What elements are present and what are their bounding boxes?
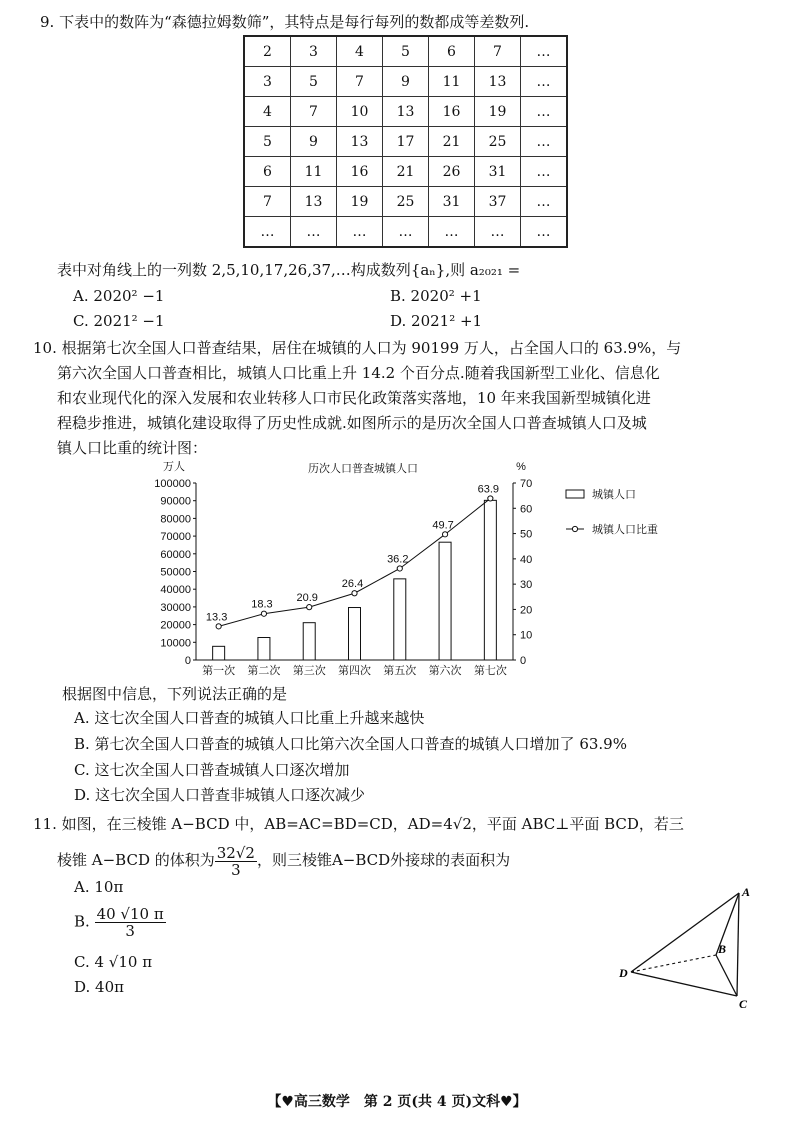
x-tick-label: 第四次 <box>338 665 371 677</box>
left-tick-label: 20000 <box>160 619 191 632</box>
vertex-label-b: B <box>718 942 727 956</box>
q9-stem: 9. 下表中的数阵为“森德拉姆数筛”，其特点是每行每列的数都成等差数列. <box>40 13 530 31</box>
x-tick-label: 第五次 <box>383 665 417 677</box>
table-cell: 9 <box>383 67 429 97</box>
right-axis-title: % <box>516 461 526 473</box>
table-cell: … <box>521 157 568 187</box>
edge-bc <box>716 955 737 996</box>
vertex-label-d: D <box>619 966 628 980</box>
table-cell: 4 <box>337 36 383 67</box>
urban-population-chart <box>148 458 708 680</box>
q11-line-2-post: ，则三棱锥A−BCD外接球的表面积为 <box>256 851 511 869</box>
table-row <box>244 97 567 127</box>
table-cell: … <box>244 217 291 248</box>
table-cell: 19 <box>337 187 383 217</box>
left-tick-label: 70000 <box>160 531 191 544</box>
right-tick-label: 10 <box>520 629 533 642</box>
bar <box>303 623 315 660</box>
q9-option-c: C. 2021² −1 <box>73 312 165 330</box>
table-cell: 31 <box>475 157 521 187</box>
q11-option-a: A. 10π <box>74 878 124 896</box>
table-cell: 6 <box>244 157 291 187</box>
ratio-point <box>442 532 447 537</box>
ratio-data-label: 18.3 <box>251 598 273 611</box>
q11-volume-denominator: 3 <box>231 860 241 879</box>
vertex-label-c: C <box>739 997 748 1011</box>
q11-line-2-pre: 棱锥 A−BCD 的体积为 <box>57 851 215 869</box>
q10-line-2: 第六次全国人口普查相比，城镇人口比重上升 14.2 个百分点.随着我国新型工业化、信息化 <box>57 364 660 382</box>
ratio-point <box>307 605 312 610</box>
sieve-table <box>243 35 568 248</box>
q9-after: 表中对角线上的一列数 2,5,10,17,26,37,…构成数列{aₙ},则 a₂₀₂₁ = <box>57 261 521 279</box>
left-axis-title: 万人 <box>163 461 185 473</box>
edge-db-hidden <box>631 955 716 972</box>
table-cell: 13 <box>291 187 337 217</box>
q10-line-3: 和农业现代化的深入发展和农业转移人口市民化政策落实落地，10 年来我国新型城镇化进 <box>57 389 651 407</box>
table-cell: 13 <box>337 127 383 157</box>
legend-bar-label: 城镇人口 <box>592 489 636 501</box>
q10-question: 根据图中信息，下列说法正确的是 <box>62 685 288 703</box>
q11-option-d: D. 40π <box>74 978 124 996</box>
left-tick-label: 0 <box>184 655 191 667</box>
legend-line-marker <box>572 526 577 531</box>
table-cell: 26 <box>429 157 475 187</box>
right-tick-label: 60 <box>520 503 533 516</box>
left-tick-label: 60000 <box>160 548 191 561</box>
ratio-point <box>397 566 402 571</box>
ratio-data-label: 26.4 <box>341 578 364 591</box>
left-tick-label: 90000 <box>160 495 191 508</box>
table-cell: 21 <box>383 157 429 187</box>
table-cell: 6 <box>429 36 475 67</box>
table-cell: 25 <box>383 187 429 217</box>
pyramid-figure <box>612 884 762 1014</box>
right-tick-label: 20 <box>520 604 533 617</box>
table-cell: … <box>521 187 568 217</box>
table-cell: 7 <box>337 67 383 97</box>
q10-option-b: B. 第七次全国人口普查的城镇人口比第六次全国人口普查的城镇人口增加了 63.9% <box>74 735 627 753</box>
q11-option-b-denominator: 3 <box>125 922 135 940</box>
table-row <box>244 127 567 157</box>
bar <box>213 646 225 660</box>
q11-option-c: C. 4 √10 π <box>74 953 153 971</box>
table-cell: 5 <box>244 127 291 157</box>
q11-line-2 <box>57 842 510 878</box>
edge-da <box>631 893 739 972</box>
ratio-data-label: 13.3 <box>205 611 228 624</box>
table-row <box>244 67 567 97</box>
bar <box>484 500 496 660</box>
table-cell: … <box>521 36 568 67</box>
table-cell: … <box>383 217 429 248</box>
legend-line-label: 城镇人口比重 <box>592 524 658 536</box>
table-cell: 16 <box>337 157 383 187</box>
left-tick-label: 10000 <box>160 637 191 650</box>
right-tick-label: 50 <box>520 528 533 541</box>
table-row <box>244 157 567 187</box>
q10-line-5: 镇人口比重的统计图： <box>57 439 208 457</box>
q9-option-a: A. 2020² −1 <box>73 287 165 305</box>
right-tick-label: 0 <box>520 655 527 667</box>
q10-option-d: D. 这七次全国人口普查非城镇人口逐次减少 <box>74 786 366 804</box>
x-tick-label: 第一次 <box>202 665 236 677</box>
right-tick-label: 30 <box>520 579 533 592</box>
table-cell: 5 <box>383 36 429 67</box>
bar <box>439 542 451 660</box>
table-cell: 31 <box>429 187 475 217</box>
page-footer: 【♥高三数学 第 2 页(共 4 页)文科♥】 <box>267 1094 527 1110</box>
q9-option-d: D. 2021² +1 <box>390 312 483 330</box>
edge-dc <box>631 972 737 996</box>
q11-volume-fraction <box>215 845 257 878</box>
ratio-point <box>352 591 357 596</box>
edge-ac <box>737 893 739 996</box>
table-cell: 7 <box>291 97 337 127</box>
table-cell: 2 <box>244 36 291 67</box>
table-cell: 10 <box>337 97 383 127</box>
table-row <box>244 187 567 217</box>
table-cell: 16 <box>429 97 475 127</box>
ratio-point <box>261 611 266 616</box>
table-cell: 21 <box>429 127 475 157</box>
table-cell: 5 <box>291 67 337 97</box>
q11-option-b-numerator: 40 √10 π <box>96 905 164 923</box>
q11-option-b-label: B. <box>74 912 90 931</box>
table-cell: 4 <box>244 97 291 127</box>
legend-bar-swatch <box>566 490 584 498</box>
ratio-point <box>216 624 221 629</box>
ratio-data-label: 20.9 <box>296 592 318 605</box>
q11-option-b-fraction <box>95 906 166 939</box>
table-row <box>244 217 567 248</box>
table-cell: 3 <box>291 36 337 67</box>
table-cell: 3 <box>244 67 291 97</box>
bar <box>258 638 270 660</box>
table-cell: 11 <box>291 157 337 187</box>
ratio-data-label: 49.7 <box>432 519 454 532</box>
table-cell: … <box>337 217 383 248</box>
table-cell: 13 <box>475 67 521 97</box>
table-cell: 19 <box>475 97 521 127</box>
left-tick-label: 50000 <box>160 566 191 579</box>
q11-volume-numerator: 32√2 <box>216 843 255 862</box>
table-cell: 7 <box>244 187 291 217</box>
x-tick-label: 第七次 <box>473 665 507 677</box>
table-cell: 17 <box>383 127 429 157</box>
q9-option-b: B. 2020² +1 <box>390 287 482 305</box>
x-tick-label: 第六次 <box>428 665 462 677</box>
table-cell: … <box>521 97 568 127</box>
table-cell: … <box>521 217 568 248</box>
bar <box>394 579 406 660</box>
table-row <box>244 36 567 67</box>
ratio-point <box>488 496 493 501</box>
q11-option-b <box>74 906 166 939</box>
bar <box>349 608 361 660</box>
q10-option-a: A. 这七次全国人口普查的城镇人口比重上升越来越快 <box>74 709 425 727</box>
right-tick-label: 70 <box>520 478 533 490</box>
left-tick-label: 80000 <box>160 513 191 526</box>
right-tick-label: 40 <box>520 553 533 566</box>
table-cell: 11 <box>429 67 475 97</box>
table-cell: … <box>521 67 568 97</box>
x-tick-label: 第二次 <box>247 665 281 677</box>
left-tick-label: 100000 <box>154 478 191 490</box>
q10-line-4: 程稳步推进，城镇化建设取得了历史性成就.如图所示的是历次全国人口普查城镇人口及城 <box>57 414 647 432</box>
vertex-label-a: A <box>742 885 751 899</box>
q10-line-1: 10. 根据第七次全国人口普查结果，居住在城镇的人口为 90199 万人，占全国人口的 63.9%，与 <box>33 339 682 357</box>
table-cell: … <box>475 217 521 248</box>
q11-line-1: 11. 如图，在三棱锥 A−BCD 中，AB=AC=BD=CD，AD=4√2，平面 ABC⊥平面 BCD，若三 <box>33 815 684 833</box>
table-cell: 13 <box>383 97 429 127</box>
table-cell: 7 <box>475 36 521 67</box>
q10-option-c: C. 这七次全国人口普查城镇人口逐次增加 <box>74 761 350 779</box>
ratio-data-label: 36.2 <box>387 553 409 566</box>
table-cell: … <box>291 217 337 248</box>
table-cell: 37 <box>475 187 521 217</box>
table-cell: … <box>429 217 475 248</box>
chart-title: 历次人口普查城镇人口 <box>308 463 418 475</box>
x-tick-label: 第三次 <box>292 665 326 677</box>
ratio-data-label: 63.9 <box>477 483 500 496</box>
table-cell: 9 <box>291 127 337 157</box>
table-cell: … <box>521 127 568 157</box>
left-tick-label: 40000 <box>160 584 191 597</box>
table-cell: 25 <box>475 127 521 157</box>
left-tick-label: 30000 <box>160 601 191 614</box>
